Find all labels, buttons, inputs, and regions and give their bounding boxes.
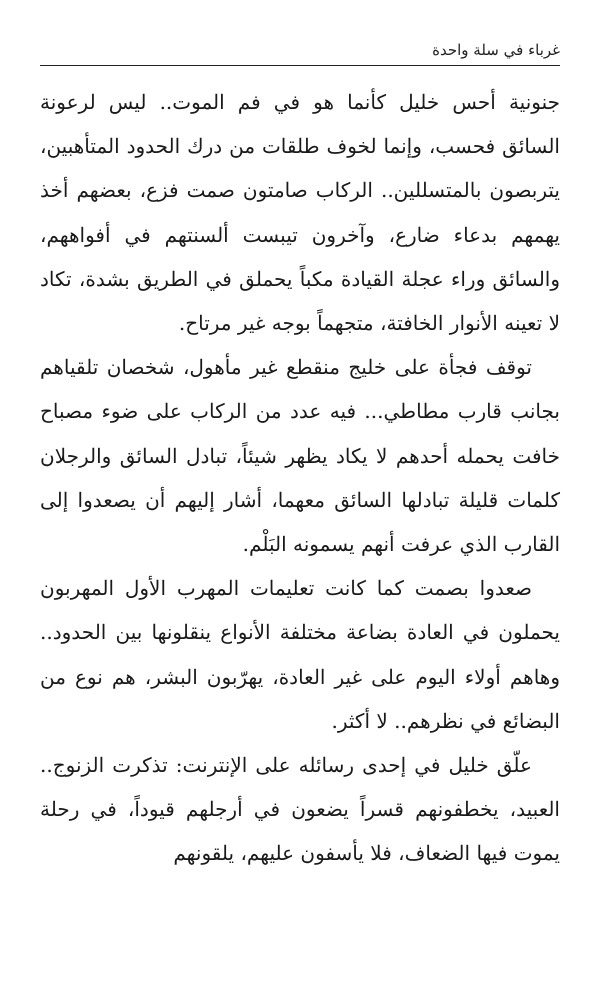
paragraph-3: صعدوا بصمت كما كانت تعليمات المهرب الأول المهربون يحملون في العادة بضاعة مختلفة الأنواع ينقلونها بين الحدود.. وهاهم أولاء اليوم على غير العادة، يهرّبون البشر، هم نوع من البضائع في نظرهم.. لا أكثر. [40,576,560,733]
running-header [40,38,560,66]
paragraph-1: جنونية أحس خليل كأنما هو في فم الموت.. ليس لرعونة السائق فحسب، وإنما لخوف طلقات من درك الحدود المتأهبين، يتربصون بالمتسللين.. الركاب صامتون صمت فزع، بعضهم أخذ يهمهم بدعاء ضارع، وآخرون تيبست ألسنتهم في أفواههم، والسائق وراء عجلة القيادة مكباً يحملق في الطريق بشدة، تكاد لا تعينه الأنوار الخافتة، متجهماً بوجه غير مرتاح. [40,90,560,336]
paragraph-2: توقف فجأة على خليج منقطع غير مأهول، شخصان تلقياهم بجانب قارب مطاطي... فيه عدد من الركاب على ضوء مصباح خافت يحمله أحدهم لا يكاد يظهر شيئاً، تبادل السائق والرجلان كلمات قليلة تبادلها السائق معهما، أشار إليهم أن يصعدوا إلى القارب الذي عرفت أنهم يسمونه البَلْم. [40,355,560,557]
paragraph-4: علّق خليل في إحدى رسائله على الإنترنت: تذكرت الزنوج.. العبيد، يخطفونهم قسراً يضعون في أرجلهم قيوداً، في رحلة يموت فيها الضعاف، فلا يأسفون عليهم، يلقونهم [40,753,560,866]
body-text [40,80,560,876]
running-header-title: غرباء في سلة واحدة [432,41,560,59]
